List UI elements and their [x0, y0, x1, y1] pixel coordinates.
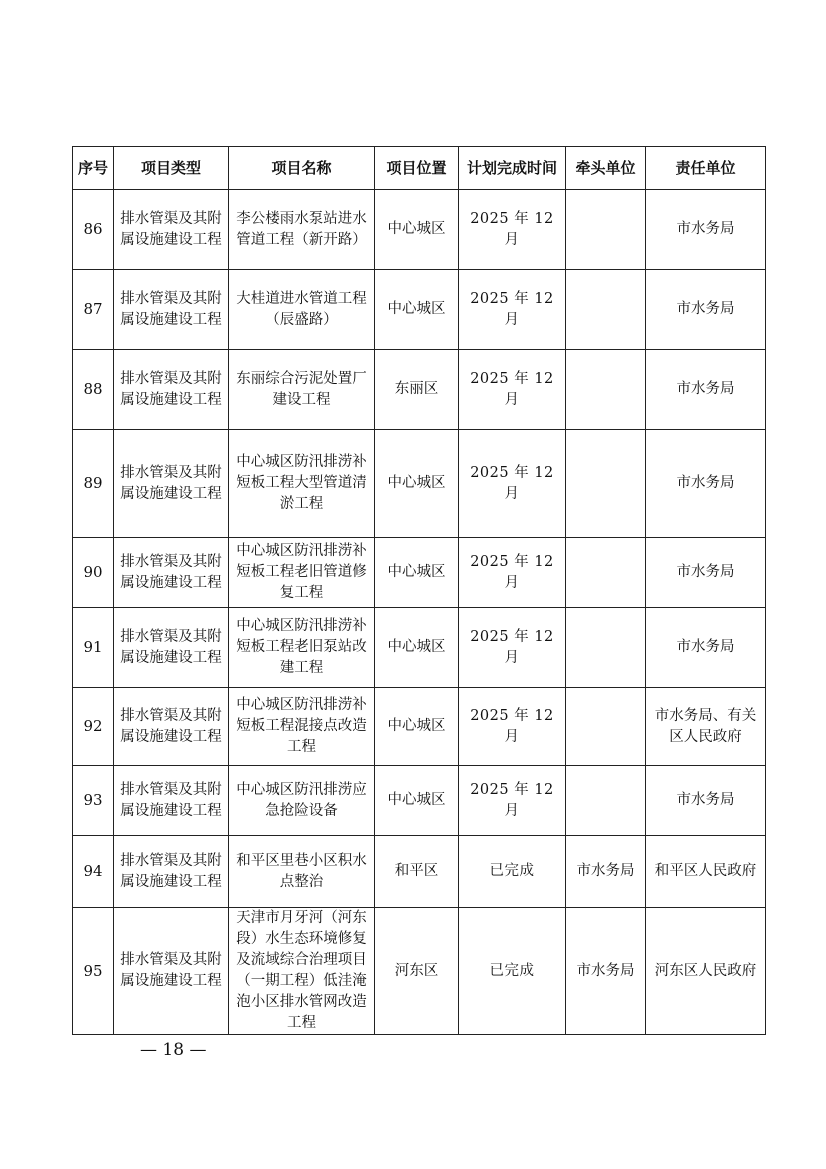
cell-responsible-unit: 市水务局	[646, 270, 766, 350]
cell-project-type: 排水管渠及其附属设施建设工程	[114, 608, 229, 688]
cell-lead-unit	[566, 608, 646, 688]
cell-project-name: 中心城区防汛排涝补短板工程老旧管道修复工程	[229, 538, 375, 608]
cell-project-type: 排水管渠及其附属设施建设工程	[114, 190, 229, 270]
cell-project-type: 排水管渠及其附属设施建设工程	[114, 430, 229, 538]
cell-serial-number: 90	[73, 538, 114, 608]
cell-lead-unit: 市水务局	[566, 836, 646, 908]
header-responsible-unit: 责任单位	[646, 147, 766, 190]
cell-project-name: 中心城区防汛排涝补短板工程大型管道清淤工程	[229, 430, 375, 538]
page-number-text: — 18 —	[140, 1040, 207, 1060]
cell-project-location: 河东区	[375, 908, 459, 1035]
cell-responsible-unit: 河东区人民政府	[646, 908, 766, 1035]
cell-project-location: 中心城区	[375, 766, 459, 836]
cell-project-type: 排水管渠及其附属设施建设工程	[114, 766, 229, 836]
cell-project-location: 中心城区	[375, 190, 459, 270]
cell-project-name: 李公楼雨水泵站进水管道工程（新开路）	[229, 190, 375, 270]
cell-serial-number: 87	[73, 270, 114, 350]
cell-project-name: 中心城区防汛排涝应急抢险设备	[229, 766, 375, 836]
table-row	[73, 908, 766, 1035]
cell-project-name: 天津市月牙河（河东段）水生态环境修复及流域综合治理项目（一期工程）低洼淹泡小区排水管网改造工程	[229, 908, 375, 1035]
cell-project-type: 排水管渠及其附属设施建设工程	[114, 836, 229, 908]
cell-responsible-unit: 市水务局	[646, 430, 766, 538]
cell-project-name: 中心城区防汛排涝补短板工程老旧泵站改建工程	[229, 608, 375, 688]
cell-planned-completion: 2025 年 12 月	[459, 270, 566, 350]
header-project-location: 项目位置	[375, 147, 459, 190]
cell-project-location: 东丽区	[375, 350, 459, 430]
cell-responsible-unit: 市水务局	[646, 608, 766, 688]
cell-planned-completion: 2025 年 12 月	[459, 688, 566, 766]
table-row	[73, 836, 766, 908]
cell-responsible-unit: 市水务局、有关区人民政府	[646, 688, 766, 766]
cell-serial-number: 95	[73, 908, 114, 1035]
cell-planned-completion: 2025 年 12 月	[459, 190, 566, 270]
cell-lead-unit	[566, 688, 646, 766]
cell-responsible-unit: 市水务局	[646, 190, 766, 270]
cell-lead-unit	[566, 430, 646, 538]
cell-planned-completion: 已完成	[459, 836, 566, 908]
cell-lead-unit	[566, 766, 646, 836]
cell-lead-unit	[566, 190, 646, 270]
header-serial-number: 序号	[73, 147, 114, 190]
cell-planned-completion: 2025 年 12 月	[459, 766, 566, 836]
cell-project-name: 中心城区防汛排涝补短板工程混接点改造工程	[229, 688, 375, 766]
cell-responsible-unit: 市水务局	[646, 766, 766, 836]
cell-project-location: 和平区	[375, 836, 459, 908]
cell-project-type: 排水管渠及其附属设施建设工程	[114, 270, 229, 350]
cell-responsible-unit: 市水务局	[646, 350, 766, 430]
cell-project-location: 中心城区	[375, 270, 459, 350]
cell-planned-completion: 2025 年 12 月	[459, 538, 566, 608]
table-row	[73, 538, 766, 608]
table-row	[73, 190, 766, 270]
header-project-name: 项目名称	[229, 147, 375, 190]
cell-project-type: 排水管渠及其附属设施建设工程	[114, 688, 229, 766]
table-row	[73, 350, 766, 430]
cell-serial-number: 94	[73, 836, 114, 908]
cell-lead-unit	[566, 270, 646, 350]
cell-planned-completion: 已完成	[459, 908, 566, 1035]
cell-serial-number: 88	[73, 350, 114, 430]
table-header-row	[73, 147, 766, 190]
cell-serial-number: 92	[73, 688, 114, 766]
table-row	[73, 766, 766, 836]
table-row	[73, 608, 766, 688]
cell-project-name: 和平区里巷小区积水点整治	[229, 836, 375, 908]
cell-lead-unit	[566, 538, 646, 608]
cell-project-type: 排水管渠及其附属设施建设工程	[114, 350, 229, 430]
table-row	[73, 270, 766, 350]
cell-serial-number: 91	[73, 608, 114, 688]
cell-planned-completion: 2025 年 12 月	[459, 608, 566, 688]
cell-serial-number: 86	[73, 190, 114, 270]
cell-project-name: 大桂道进水管道工程（辰盛路）	[229, 270, 375, 350]
cell-lead-unit	[566, 350, 646, 430]
cell-project-type: 排水管渠及其附属设施建设工程	[114, 538, 229, 608]
cell-responsible-unit: 市水务局	[646, 538, 766, 608]
header-project-type: 项目类型	[114, 147, 229, 190]
cell-project-location: 中心城区	[375, 608, 459, 688]
cell-serial-number: 93	[73, 766, 114, 836]
table-row	[73, 430, 766, 538]
table-row	[73, 688, 766, 766]
cell-responsible-unit: 和平区人民政府	[646, 836, 766, 908]
header-planned-completion: 计划完成时间	[459, 147, 566, 190]
header-lead-unit: 牵头单位	[566, 147, 646, 190]
cell-serial-number: 89	[73, 430, 114, 538]
cell-project-location: 中心城区	[375, 688, 459, 766]
project-table	[72, 146, 766, 1035]
cell-planned-completion: 2025 年 12 月	[459, 430, 566, 538]
cell-project-location: 中心城区	[375, 430, 459, 538]
cell-project-name: 东丽综合污泥处置厂建设工程	[229, 350, 375, 430]
cell-project-type: 排水管渠及其附属设施建设工程	[114, 908, 229, 1035]
cell-project-location: 中心城区	[375, 538, 459, 608]
cell-lead-unit: 市水务局	[566, 908, 646, 1035]
cell-planned-completion: 2025 年 12 月	[459, 350, 566, 430]
